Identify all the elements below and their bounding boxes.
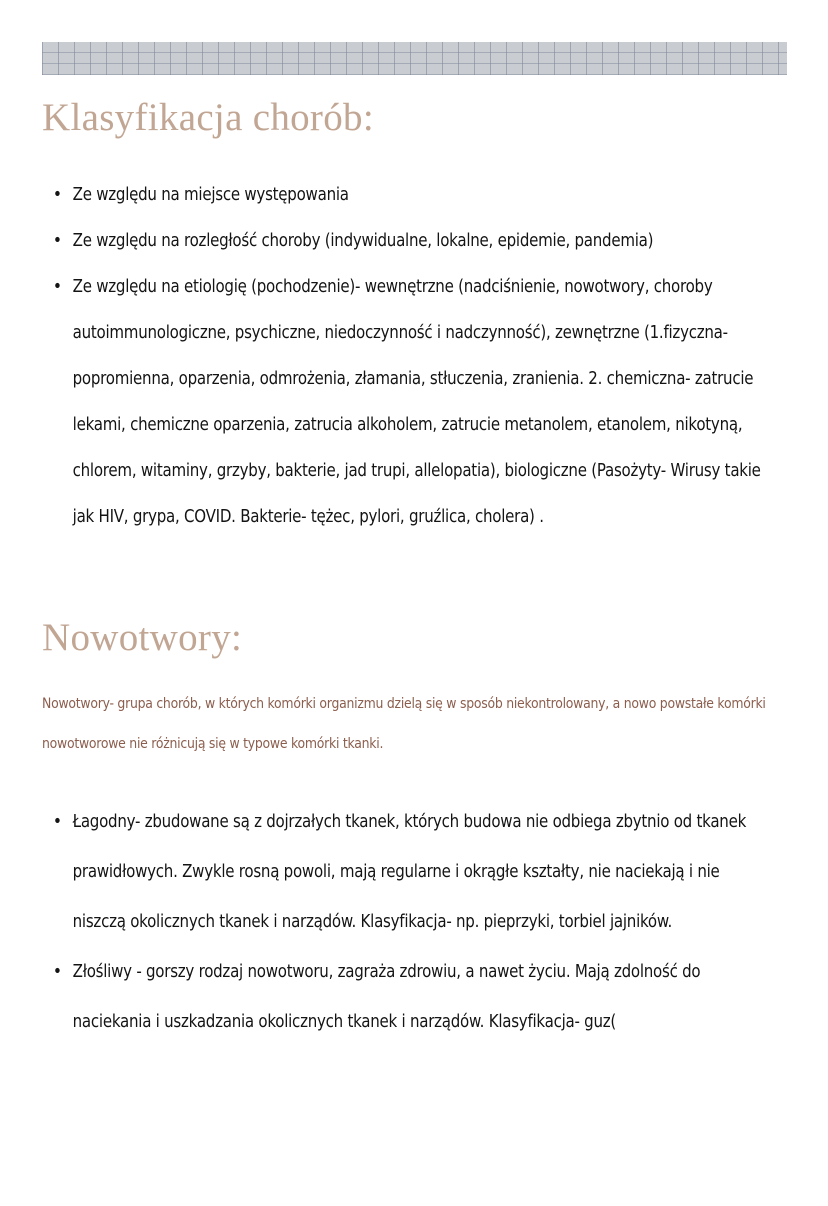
heading-nowotwory: Nowotwory: [42, 616, 243, 659]
list-item: • Ze względu na etiologię (pochodzenie)- wewnętrzne (nadciśnienie, nowotwory, choroby autoimmunologiczne, psychiczne, niedoczynność i nadczynność), zewnętrzne (1.fizyczna- popromienna, oparzenia, odmrożenia, złamania, stłuczenia, zranienia. 2. chemiczna- zatrucie lekami, chemiczne oparzenia, zatrucia alkoholem, zatrucie metanolem, etanolem, nikotyną, chlorem, witaminy, grzyby, bakterie, jad trupi, allelopatia), biologiczne (Pasożyty- Wirusy takie jak HIV, grypa, COVID. Bakterie- tężec, pylori, gruźlica, cholera) . [52, 264, 770, 540]
tumors-definition: Nowotwory- grupa chorób, w których komórki organizmu dzielą się w sposób niekontrolowany, a nowo powstałe komórki nowotworowe nie różnicują się w typowe komórki tkanki. [42, 696, 766, 752]
classification-list [52, 172, 782, 540]
heading-klasyfikacja: Klasyfikacja chorób: [42, 96, 374, 139]
grid-paper-banner [42, 42, 787, 75]
list-item: • Ze względu na rozległość choroby (indywidualne, lokalne, epidemie, pandemia) [52, 218, 770, 264]
list-item: • Ze względu na miejsce występowania [52, 172, 770, 218]
tumors-list [52, 797, 782, 1047]
list-item: • Łagodny- zbudowane są z dojrzałych tkanek, których budowa nie odbiega zbytnio od tkanek prawidłowych. Zwykle rosną powoli, mają regularne i okrągłe kształty, nie naciekają i nie niszczą okolicznych tkanek i narządów. Klasyfikacja- np. pieprzyki, torbiel jajników. [52, 797, 770, 947]
list-item: • Złośliwy - gorszy rodzaj nowotworu, zagraża zdrowiu, a nawet życiu. Mają zdolność do naciekania i uszkadzania okolicznych tkanek i narządów. Klasyfikacja- guz( [52, 947, 770, 1047]
